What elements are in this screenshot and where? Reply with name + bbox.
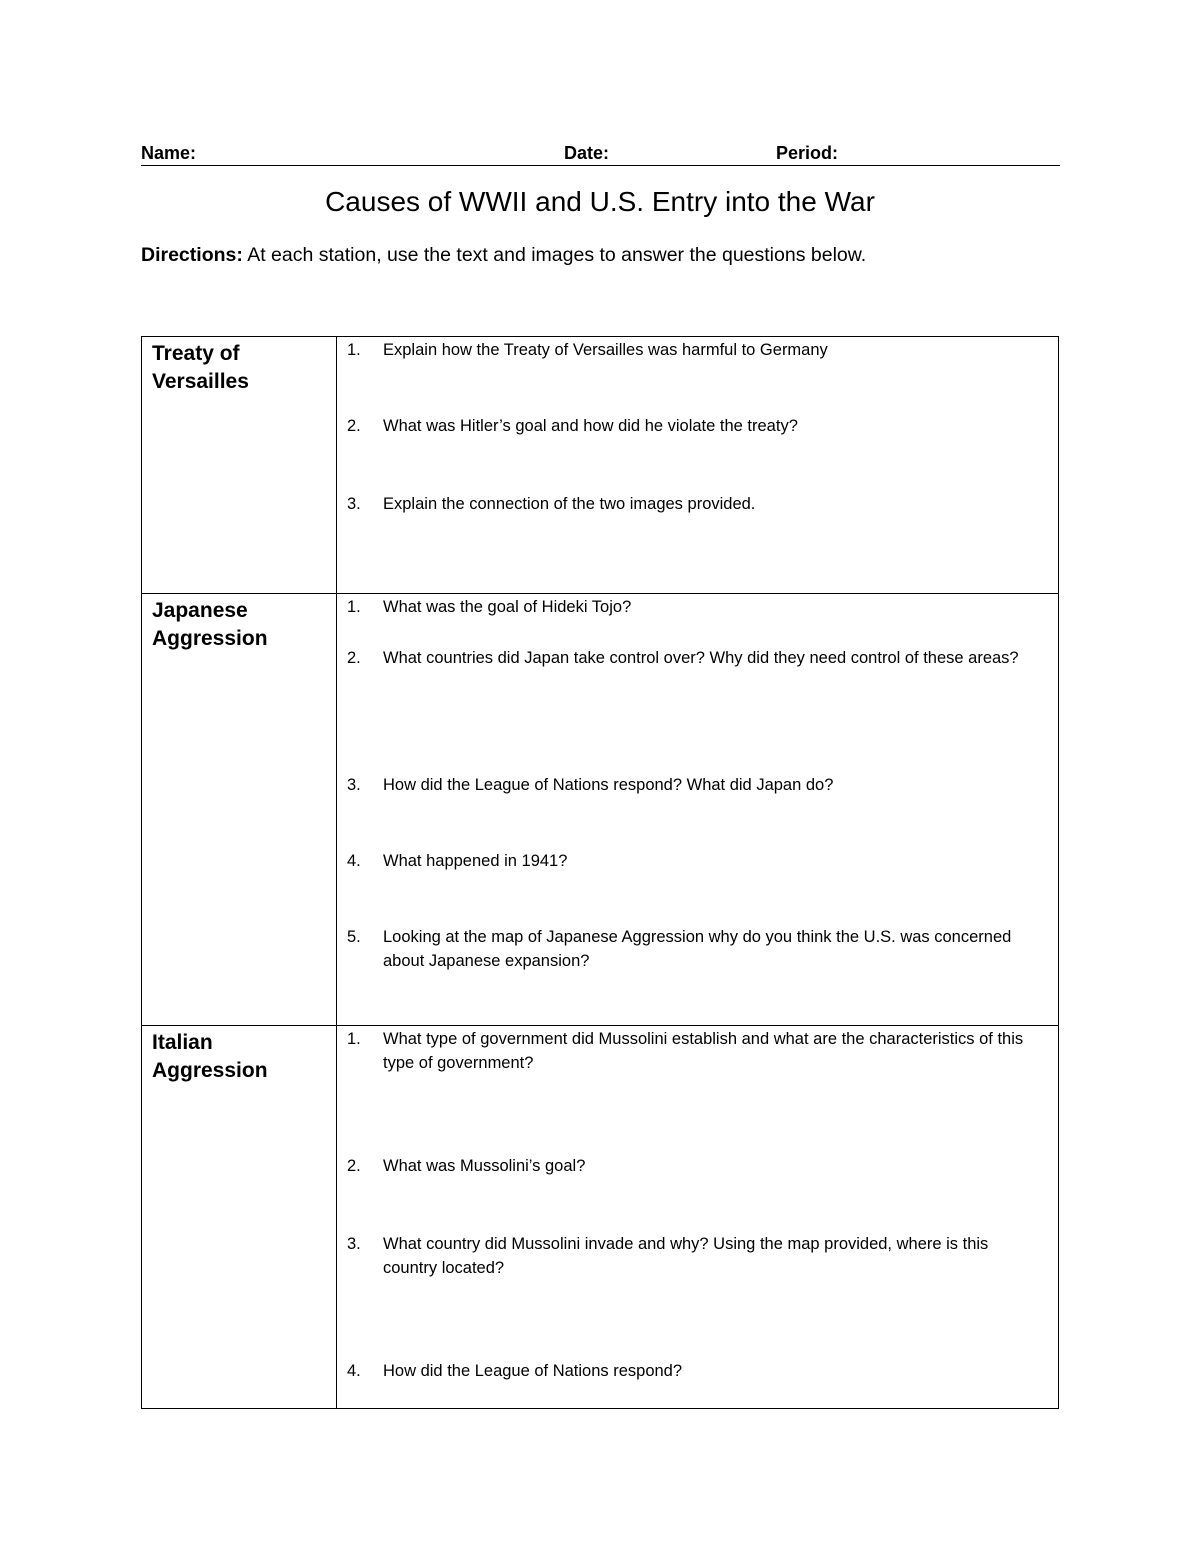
section-row-italian bbox=[142, 1026, 1059, 1409]
questions-cell bbox=[337, 337, 1059, 594]
question-number: 2. bbox=[347, 417, 361, 435]
question-item bbox=[347, 1027, 1044, 1075]
question-number: 2. bbox=[347, 1157, 361, 1175]
question-number: 4. bbox=[347, 1362, 361, 1380]
student-info-line bbox=[141, 141, 1060, 166]
question-text: How did the League of Nations respond? bbox=[383, 1362, 683, 1380]
question-item bbox=[347, 414, 1044, 438]
question-number: 1. bbox=[347, 1030, 361, 1048]
question-item bbox=[347, 646, 1044, 670]
question-number: 3. bbox=[347, 495, 361, 513]
question-number: 4. bbox=[347, 852, 361, 870]
question-text: Explain how the Treaty of Versailles was harmful to Germany bbox=[383, 341, 828, 359]
question-text: What happened in 1941? bbox=[383, 852, 568, 870]
question-number: 2. bbox=[347, 649, 361, 667]
question-item bbox=[347, 1232, 1044, 1280]
question-text: Explain the connection of the two images provided. bbox=[383, 495, 756, 513]
section-row-japanese bbox=[142, 594, 1059, 1026]
question-number: 1. bbox=[347, 341, 361, 359]
question-item bbox=[347, 849, 1044, 873]
question-number: 1. bbox=[347, 598, 361, 616]
worksheet-table bbox=[141, 336, 1059, 1409]
question-item bbox=[347, 338, 1044, 362]
question-text: What countries did Japan take control over? Why did they need control of these areas? bbox=[383, 649, 1019, 667]
question-number: 3. bbox=[347, 776, 361, 794]
question-text: What was Mussolini’s goal? bbox=[383, 1157, 586, 1175]
topic-cell: Italian Aggression bbox=[142, 1026, 337, 1409]
question-text: What type of government did Mussolini establish and what are the characteristics of this type of government? bbox=[383, 1030, 1024, 1072]
question-text: What was the goal of Hideki Tojo? bbox=[383, 598, 632, 616]
question-text: How did the League of Nations respond? What did Japan do? bbox=[383, 776, 834, 794]
topic-cell: Treaty of Versailles bbox=[142, 337, 337, 594]
section-row-treaty bbox=[142, 337, 1059, 594]
question-item bbox=[347, 773, 1044, 797]
directions-label: Directions: bbox=[141, 244, 243, 266]
question-number: 5. bbox=[347, 928, 361, 946]
question-item bbox=[347, 925, 1044, 973]
question-item bbox=[347, 1359, 1044, 1383]
question-item bbox=[347, 1154, 1044, 1178]
directions bbox=[141, 244, 866, 267]
questions-cell bbox=[337, 1026, 1059, 1409]
question-item bbox=[347, 595, 1044, 619]
date-label: Date: bbox=[564, 143, 610, 163]
question-number: 3. bbox=[347, 1235, 361, 1253]
question-text: What was Hitler’s goal and how did he violate the treaty? bbox=[383, 417, 798, 435]
page-title: Causes of WWII and U.S. Entry into the War bbox=[325, 186, 875, 217]
question-text: Looking at the map of Japanese Aggression why do you think the U.S. was concerned about Japanese expansion? bbox=[383, 928, 1012, 970]
question-text: What country did Mussolini invade and why? Using the map provided, where is this country located? bbox=[383, 1235, 989, 1277]
name-label: Name: bbox=[141, 143, 197, 163]
period-label: Period: bbox=[776, 143, 839, 163]
question-item bbox=[347, 492, 1044, 516]
topic-cell: Japanese Aggression bbox=[142, 594, 337, 1026]
directions-text: At each station, use the text and images to answer the questions below. bbox=[242, 244, 867, 266]
questions-cell bbox=[337, 594, 1059, 1026]
